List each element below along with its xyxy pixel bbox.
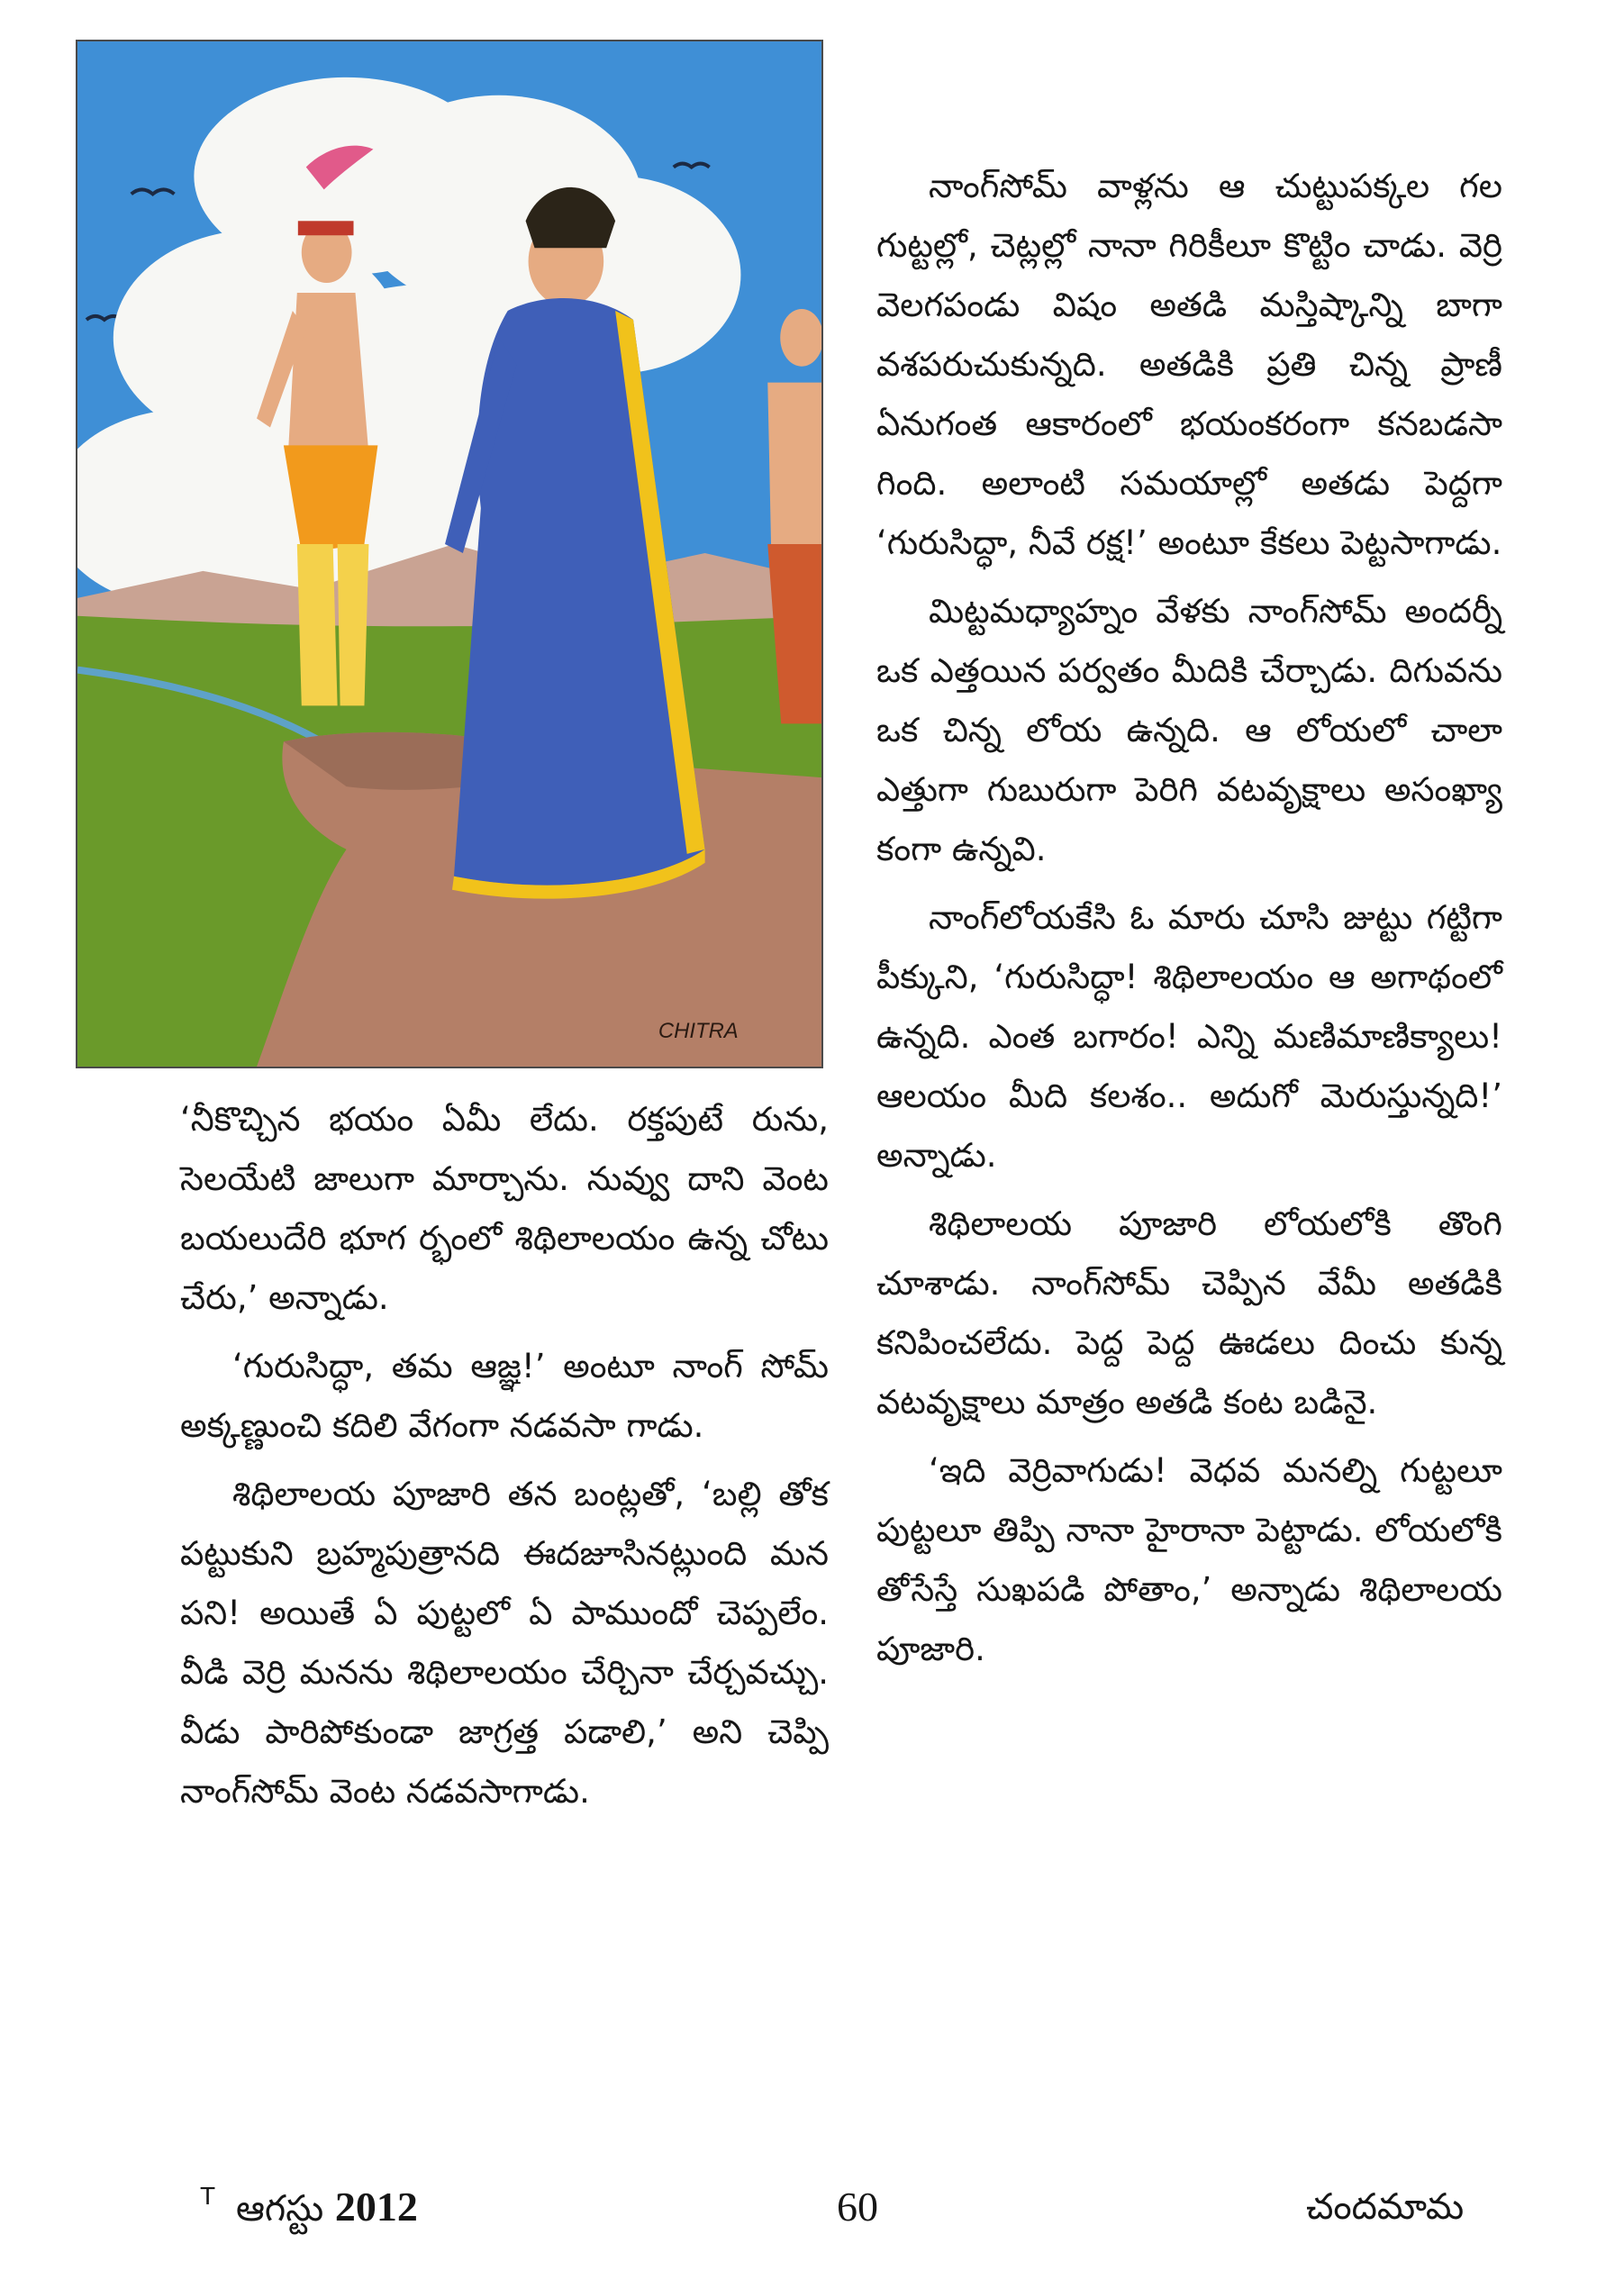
right-paragraph-1: నాంగ్‌సోమ్ వాళ్లను ఆ చుట్టుపక్కల గల గుట్టల్లో, చెట్లల్లో నానా గిరికీలూ కొట్టిం చాడు. వెర్రి వెలగపండు విషం అతడి మస్తిష్కాన్ని బాగా వశపరుచుకున్నది. అతడికి ప్రతి చిన్న ప్రాణీ ఏనుగంత ఆకారంలో భయంకరంగా కనబడసా గింది. అలాంటి సమయాల్లో అతడు పెద్దగా ‘గురుసిద్ధా, నీవే రక్ష!’ అంటూ కేకలు పెట్టసాగాడు. <box>876 167 1502 562</box>
footer-month: ఆగస్టు <box>236 2188 324 2230</box>
magazine-name: చందమామ <box>1306 2186 1465 2228</box>
story-illustration <box>76 40 823 1068</box>
footer-year: 2012 <box>334 2184 418 2230</box>
right-text-column <box>876 157 1502 1679</box>
left-paragraph-3: శిథిలాలయ పూజారి తన బంట్లతో, ‘బల్లి తోక పట్టుకుని బ్రహ్మపుత్రానది ఈదజూసినట్లుంది మన పని! అయితే ఏ పుట్టలో ఏ పాముందో చెప్పలేం. వీడి వెర్రి మనను శిథిలాలయం చేర్చినా చేర్చవచ్చు. వీడు పారిపోకుండా జాగ్రత్త పడాలి,’ అని చెప్పి నాంగ్‌సోమ్ వెంట నడవసాగాడు. <box>180 1475 829 1811</box>
artist-signature: CHITRA <box>658 1019 739 1044</box>
left-paragraph-1: ‘నీకొచ్చిన భయం ఏమీ లేదు. రక్తపుటే రును, సెలయేటి జాలుగా మార్చాను. నువ్వు దాని వెంట బయలుదేరి భూగ ర్భంలో శిథిలాలయం ఉన్న చోటు చేరు,’ అన్నాడు. <box>180 1100 829 1317</box>
page-number: 60 <box>837 2184 878 2230</box>
footer-marker: T <box>200 2182 216 2210</box>
right-paragraph-4: శిథిలాలయ పూజారి లోయలోకి తొంగి చూశాడు. నాంగ్‌సోమ్ చెప్పిన వేమీ అతడికి కనిపించలేదు. పెద్ద పెద్ద ఊడలు దించు కున్న వటవృక్షాలు మాత్రం అతడి కంట బడినై. <box>876 1204 1502 1422</box>
left-paragraph-2: ‘గురుసిద్ధా, తమ ఆజ్ఞ!’ అంటూ నాంగ్ సోమ్ అక్కణ్ణుంచి కదిలి వేగంగా నడవసా గాడు. <box>180 1347 829 1445</box>
illustration-art <box>77 41 821 1067</box>
right-paragraph-5: ‘ఇది వెర్రివాగుడు! వెధవ మనల్ని గుట్టలూ పుట్టలూ తిప్పి నానా హైరానా పెట్టాడు. లోయలోకి తోసేస్తే సుఖపడి పోతాం,’ అన్నాడు శిథిలాలయ పూజారి. <box>876 1451 1502 1668</box>
right-paragraph-2: మిట్టమధ్యాహ్నం వేళకు నాంగ్‌సోమ్ అందర్నీ ఒక ఎత్తయిన పర్వతం మీదికి చేర్చాడు. దిగువను ఒక చిన్న లోయ ఉన్నది. ఆ లోయలో చాలా ఎత్తుగా గుబురుగా పెరిగి వటవృక్షాలు అసంఖ్యా కంగా ఉన్నవి. <box>876 592 1502 868</box>
footer-issue-date <box>236 2180 418 2234</box>
right-paragraph-3: నాంగ్‌లోయకేసి ఓ మారు చూసి జుట్టు గట్టిగా పీక్కుని, ‘గురుసిద్ధా! శిథిలాలయం ఆ అగాథంలో ఉన్నది. ఎంత బగారం! ఎన్ని మణిమాణిక్యాలు! ఆలయం మీది కలశం.. అదుగో మెరుస్తున్నది!’ అన్నాడు. <box>876 898 1502 1175</box>
left-text-column <box>180 1090 829 1821</box>
